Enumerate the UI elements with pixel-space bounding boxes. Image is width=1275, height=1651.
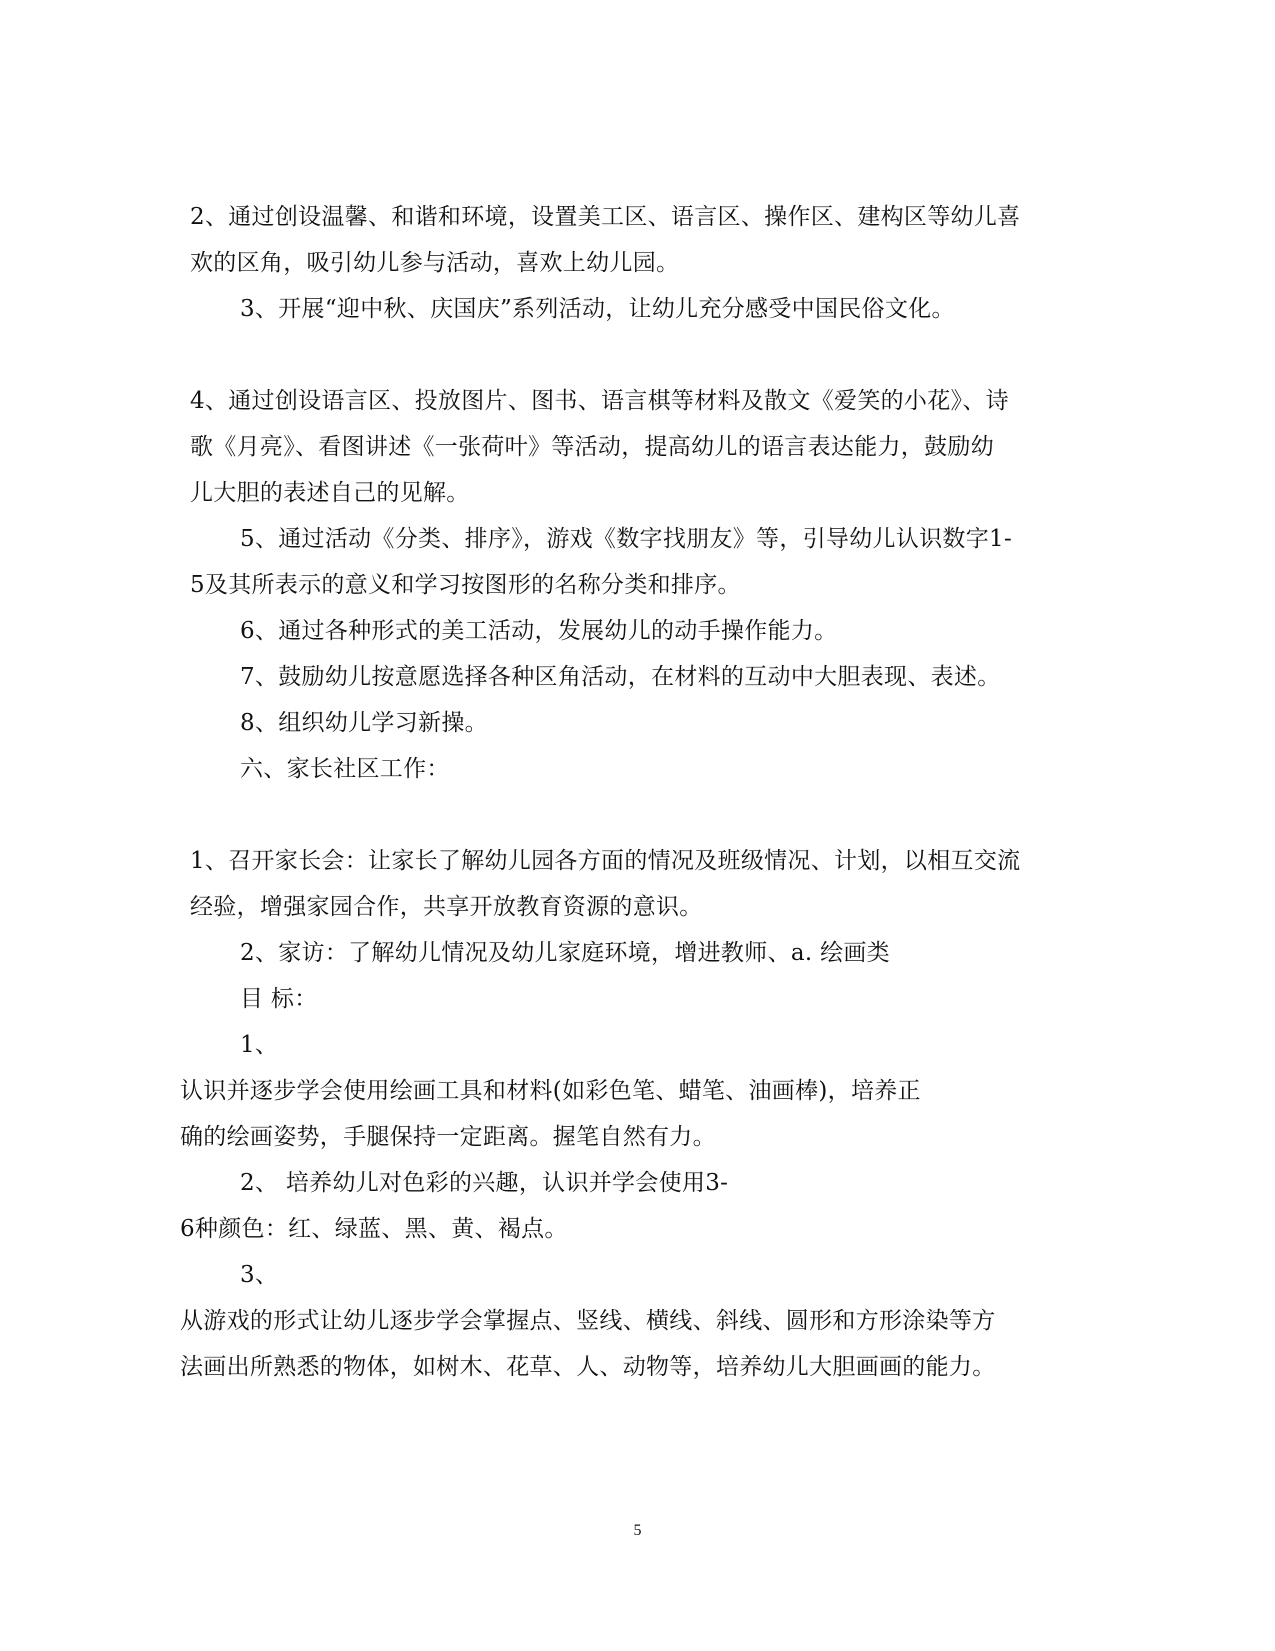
text-line: 2、通过创设温馨、和谐和环境，设置美工区、语言区、操作区、建构区等幼儿喜 (190, 204, 1021, 230)
text-line: 从游戏的形式让幼儿逐步学会掌握点、竖线、横线、斜线、圆形和方形涂染等方 (180, 1308, 996, 1334)
text-line: 歌《月亮》、看图讲述《一张荷叶》等活动，提高幼儿的语言表达能力，鼓励幼 (190, 434, 994, 460)
text-line: 1、召开家长会：让家长了解幼儿园各方面的情况及班级情况、计划，以相互交流 (190, 848, 1021, 874)
text-line: 8、组织幼儿学习新操。 (240, 710, 488, 736)
text-line: 2、家访：了解幼儿情况及幼儿家庭环境，增进教师、a. 绘画类 (240, 940, 890, 966)
text-line: 3、开展“迎中秋、庆国庆”系列活动，让幼儿充分感受中国民俗文化。 (240, 296, 955, 322)
text-line: 确的绘画姿势，手腿保持一定距离。握笔自然有力。 (180, 1124, 716, 1150)
text-line: 6、通过各种形式的美工活动，发展幼儿的动手操作能力。 (240, 618, 838, 644)
text-line: 欢的区角，吸引幼儿参与活动，喜欢上幼儿园。 (190, 250, 680, 276)
text-line: 6种颜色：红、绿蓝、黑、黄、褐点。 (180, 1216, 568, 1242)
text-line: 儿大胆的表述自己的见解。 (190, 480, 470, 506)
text-line: 经验，增强家园合作，共享开放教育资源的意识。 (190, 894, 703, 920)
section-heading: 六、家长社区工作： (240, 756, 450, 782)
text-line: 认识并逐步学会使用绘画工具和材料(如彩色笔、蜡笔、油画棒)，培养正 (180, 1078, 921, 1104)
text-line: 4、通过创设语言区、投放图片、图书、语言棋等材料及散文《爱笑的小花》、诗 (190, 388, 1009, 414)
text-line: 2、 培养幼儿对色彩的兴趣，认识并学会使用3- (240, 1170, 729, 1196)
text-line: 3、 (240, 1262, 279, 1288)
text-line: 7、鼓励幼儿按意愿选择各种区角活动，在材料的互动中大胆表现、表述。 (240, 664, 1001, 690)
text-line: 5、通过活动《分类、排序》，游戏《数字找朋友》等，引导幼儿认识数字1- (240, 526, 1013, 552)
text-line: 5及其所表示的意义和学习按图形的名称分类和排序。 (190, 572, 741, 598)
text-line: 目 标： (240, 986, 318, 1012)
text-line: 法画出所熟悉的物体，如树木、花草、人、动物等，培养幼儿大胆画画的能力。 (180, 1354, 996, 1380)
page-number: 5 (633, 1522, 642, 1539)
text-line: 1、 (240, 1032, 279, 1058)
